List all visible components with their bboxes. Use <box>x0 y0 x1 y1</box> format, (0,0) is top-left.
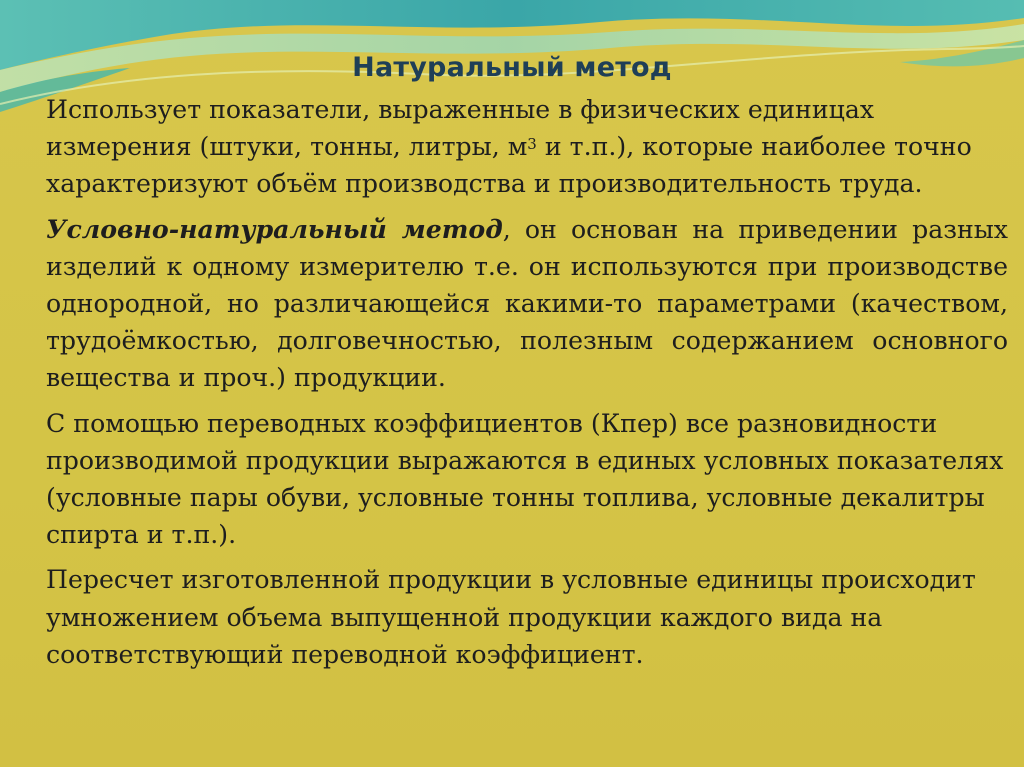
paragraph-recalculation: Пересчет изготовленной продукции в условные единицы происходит умножением объема выпущенной продукции каждого вида на соответствующий переводной коэффициент. <box>46 565 976 669</box>
paragraph-conditional-natural-method <box>46 211 1008 397</box>
p2-term: Условно-натуральный метод <box>46 213 503 244</box>
paragraph-natural-method <box>46 91 1008 203</box>
paragraph-conversion-coefficients: С помощью переводных коэффициентов (Кпер) все разновидности производимой продукции выражаются в единых условных показателях (условные пары обуви, условные тонны топлива, условные декалитры спирта и т.п.). <box>46 408 1004 550</box>
p1-text-b: и т.п.), которые наиболее точно характеризуют объём производства и производительность труда. <box>46 132 972 199</box>
p1-text-a: Использует показатели, выраженные в физических единицах измерения (штуки, тонны, литры, м <box>46 95 875 162</box>
slide-body <box>46 91 1008 681</box>
slide-title: Натуральный метод <box>352 52 672 83</box>
p2-text: , он основан на приведении разных изделий к одному измерителю т.е. он используются при производстве однородной, но различающейся какими-то параметрами (качеством, трудоёмкостью, долговечностью, полезным содержанием основного вещества и проч.) продукции. <box>46 214 1008 393</box>
p1-superscript: 3 <box>527 135 537 154</box>
